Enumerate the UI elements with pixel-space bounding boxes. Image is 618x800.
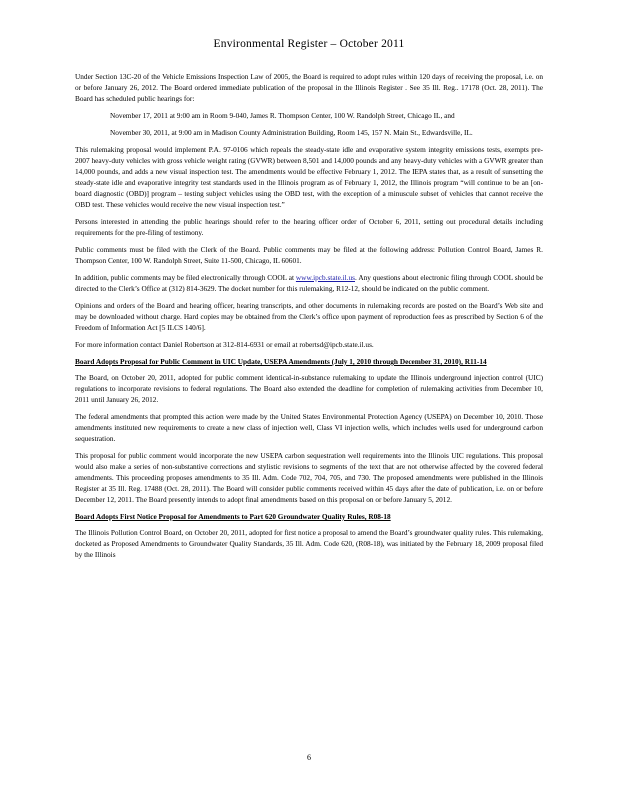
paragraph xyxy=(75,272,543,294)
paragraph: For more information contact Daniel Robertson at 312-814-6931 or email at robertsd@ipcb.state.il.us. xyxy=(75,340,374,349)
paragraph: This rulemaking proposal would implement P.A. 97-0106 which repeals the steady-state idle and evaporative system integrity emissions tests, exempts pre-2007 heavy-duty vehicles with gross vehicle weight rating (GVWR) between 8,501 and 14,000 pounds and any heavy-duty vehicles with a GVWR greater than 14,000 pounds, and adds a new visual inspection test. The amendments would be effective February 1, 2012. The IEPA states that, as a result of sunsetting the steady-state idle and evaporative integrity test standards used in the Illinois program as of February 1, 2012, the Illinois program “will continue to be an [on-board diagnostic (OBD)] program – testing subject vehicles using the OBD test, with the exception of a minuscule subset of vehicles that cannot receive the OBD test. These vehicles would receive the new visual inspection test.” xyxy=(75,145,543,209)
website-link[interactable]: www.ipcb.state.il.us xyxy=(295,273,356,282)
paragraph: This proposal for public comment would incorporate the new USEPA carbon sequestration well requirements into the Illinois UIC regulations. This proposal would also make a series of non-substantive corrections and stylistic revisions to segments of the text that are not otherwise affected by the covered federal amendments. This proceeding proposes amendments to 35 Ill. Adm. Code 702, 704, 705, and 730. The proposed amendments were published in the Illinois Register at 35 Ill. Reg. 17488 (Oct. 28, 2011). The Board will consider public comments received within 45 days after the date of publication, i.e. on or before December 12, 2011. The Board presently intends to adopt final amendments based on this proposal on or before January 5, 2012. xyxy=(75,451,543,504)
paragraph: Persons interested in attending the public hearings should refer to the hearing officer order of October 6, 2011, setting out procedural details including requirements for the pre-filing of testimony. xyxy=(75,217,543,237)
hearing-item: November 17, 2011 at 9:00 am in Room 9-040, James R. Thompson Center, 100 W. Randolph Street, Chicago IL, and xyxy=(110,111,455,120)
paragraph: Public comments must be filed with the Clerk of the Board. Public comments may be filed at the following address: Pollution Control Board, James R. Thompson Center, 100 W. Randolph Street, Suite 11-500, Chicago, IL 60601. xyxy=(75,245,543,265)
paragraph: The Illinois Pollution Control Board, on October 20, 2011, adopted for first notice a proposal to amend the Board’s groundwater quality rules. This rulemaking, docketed as Proposed Amendments to Groundwater Quality Standards, 35 Ill. Adm. Code 620, (R08-18), was initiated by the February 18, 2009 proposal filed by the Illinois xyxy=(75,528,543,559)
paragraph-text: In addition, public comments may be filed electronically through COOL at xyxy=(75,273,296,282)
page-header: Environmental Register – October 2011 xyxy=(213,38,405,50)
page-number: 6 xyxy=(307,753,311,762)
paragraph: Opinions and orders of the Board and hearing officer, hearing transcripts, and other documents in rulemaking records are posted on the Board’s Web site and may be downloaded without charge. Hard copies may be obtained from the Clerk’s office upon payment of reproduction fees as prescribed by Section 6 of the Freedom of Information Act [5 ILCS 140/6]. xyxy=(75,301,543,332)
section-heading: Board Adopts First Notice Proposal for Amendments to Part 620 Groundwater Quality Rules, R08-18 xyxy=(75,512,391,521)
section-heading: Board Adopts Proposal for Public Comment in UIC Update, USEPA Amendments (July 1, 2010 through December 31, 2010), R11-14 xyxy=(75,357,487,366)
hearing-item: November 30, 2011, at 9:00 am in Madison County Administration Building, Room 145, 157 N. Main St., Edwardsville, IL. xyxy=(110,128,473,137)
paragraph: Under Section 13C-20 of the Vehicle Emissions Inspection Law of 2005, the Board is required to adopt rules within 120 days of receiving the proposal, i.e. on or before January 26, 2012. The Board ordered immediate publication of the proposal in the Illinois Register . See 35 Ill. Reg.. 17178 (Oct. 28, 2011). The Board has scheduled public hearings for: xyxy=(75,72,543,103)
document-body xyxy=(75,71,543,566)
paragraph: The Board, on October 20, 2011, adopted for public comment identical-in-substance rulemaking to update the Illinois underground injection control (UIC) regulations to incorporate revisions to federal regulations. The Board also extended the deadline for completion of rulemaking activities from December 10, 2011 until January 26, 2012. xyxy=(75,373,543,404)
paragraph: The federal amendments that prompted this action were made by the United States Environmental Protection Agency (USEPA) on December 10, 2010. Those amendments instituted new requirements to create a new class of injection well, Class VI injection wells, which includes wells used for underground carbon sequestration. xyxy=(75,412,543,443)
paragraph-text: . Any questions about electronic filing through COOL should be directed to the Clerk’s Office at (312) 814-3629. The docket number for this rulemaking, R12-12, should be indicated on the public comment. xyxy=(75,273,543,293)
